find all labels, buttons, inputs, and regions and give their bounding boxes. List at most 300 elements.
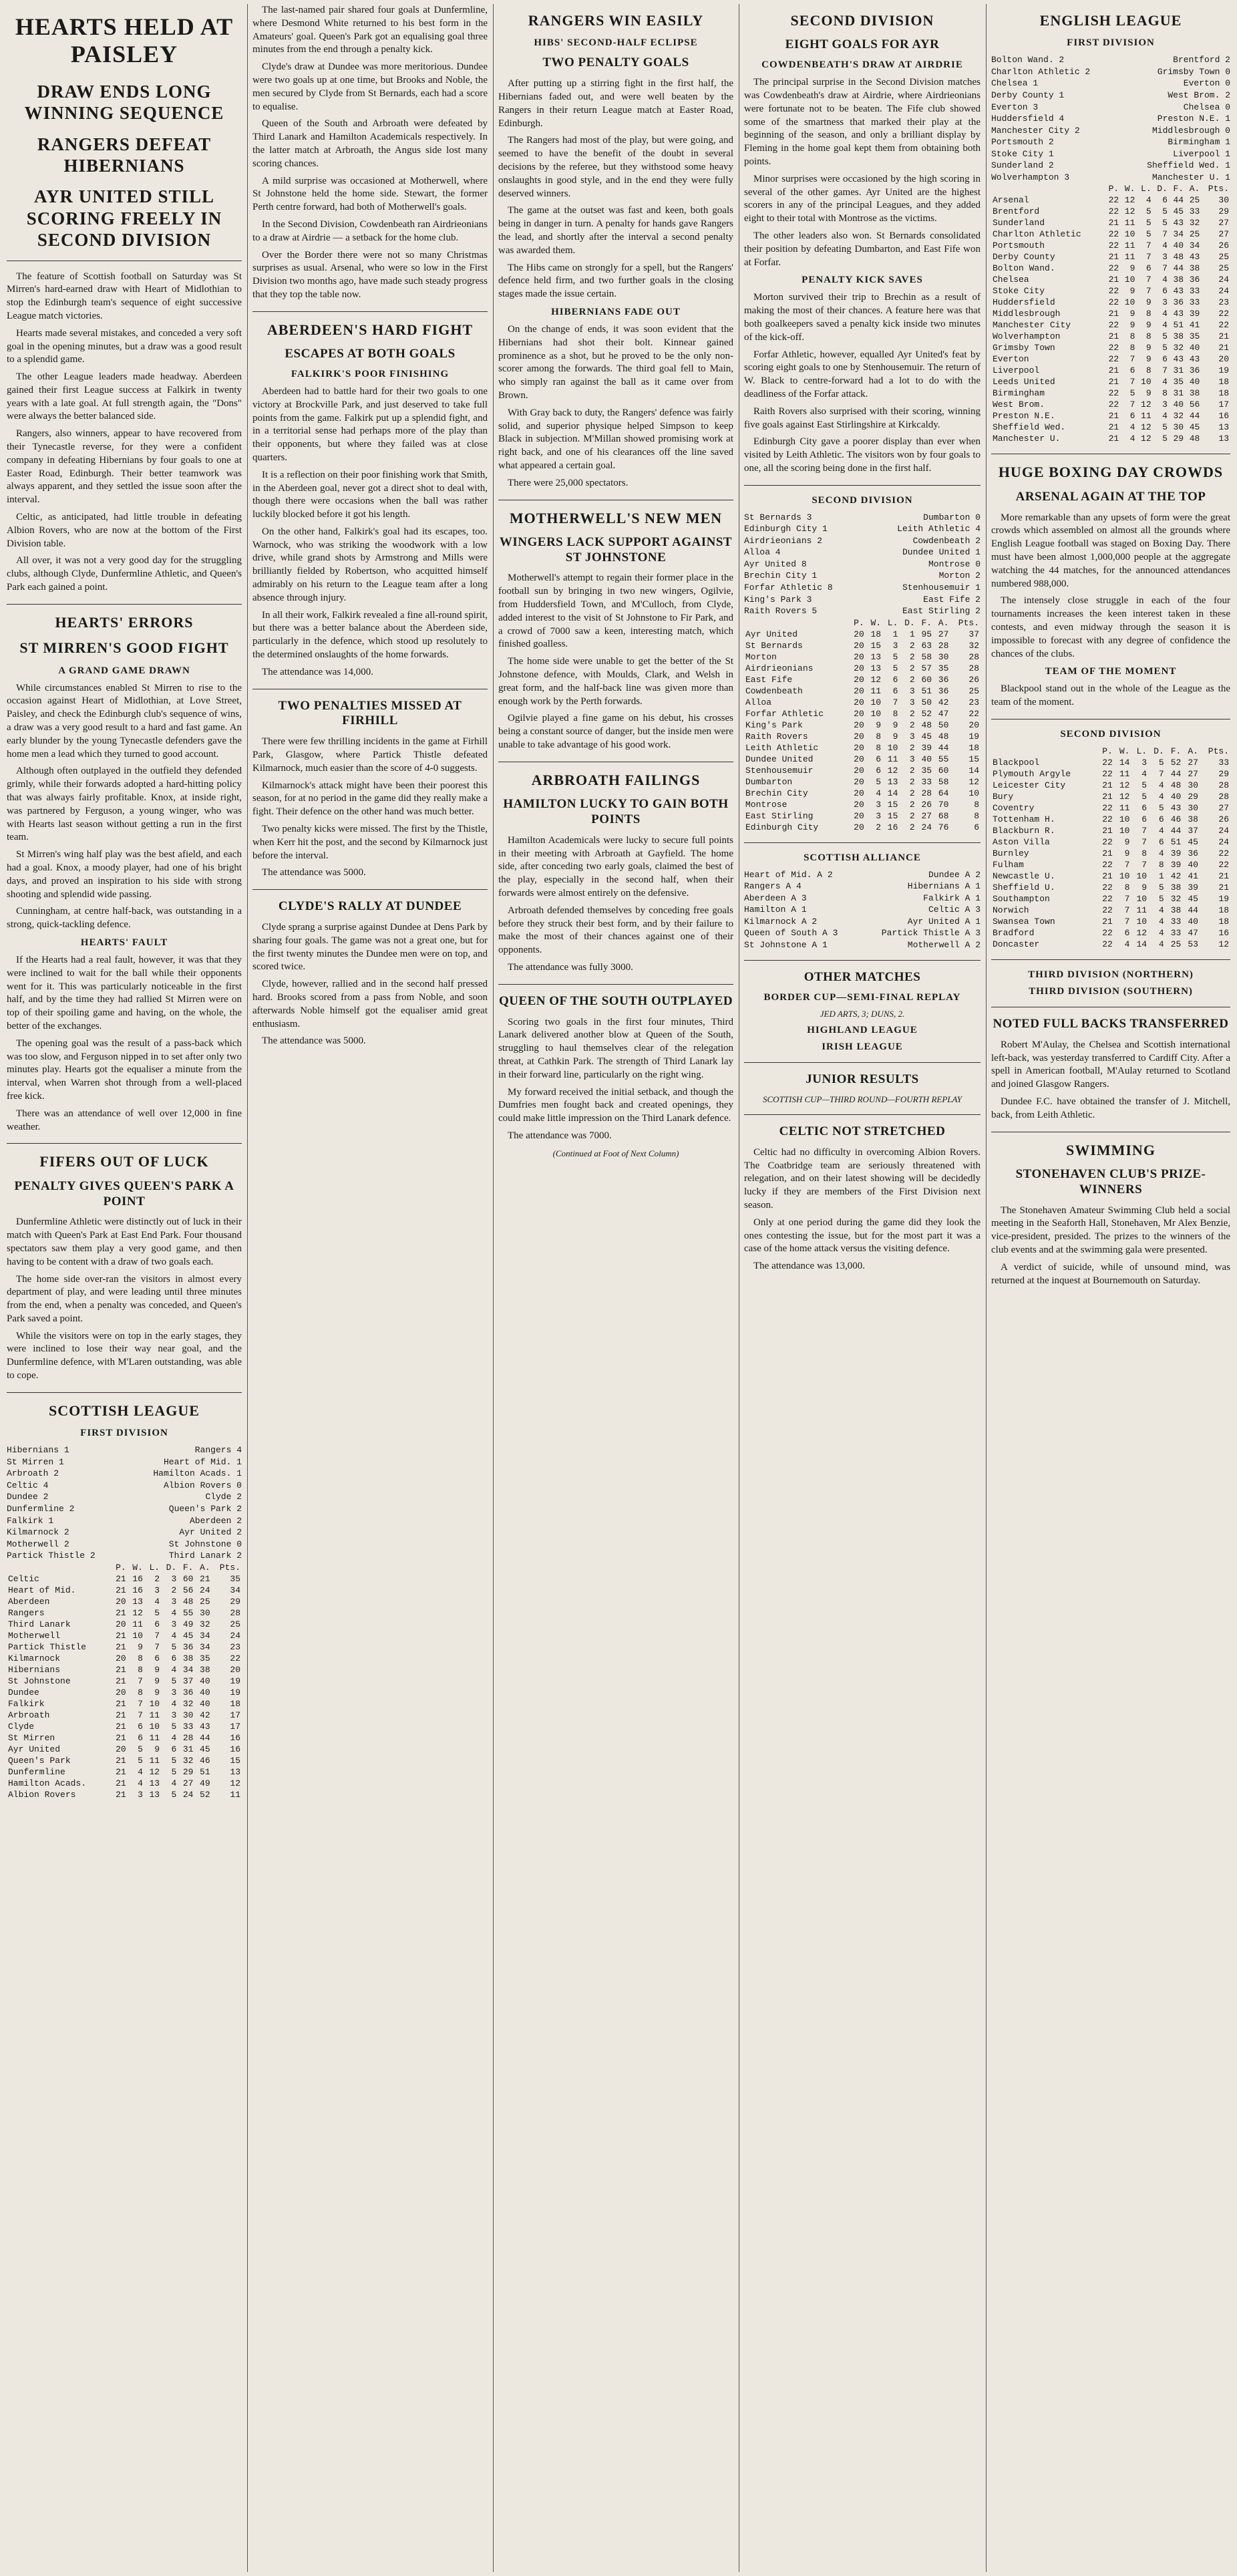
team-name: Kilmarnock: [8, 1653, 61, 1663]
team-name: Leeds United: [993, 377, 1055, 387]
table-cell: 20: [854, 765, 864, 776]
table-cell: 45: [1189, 422, 1200, 433]
table-cell: 38: [1173, 331, 1184, 342]
table-cell: 42: [938, 697, 949, 707]
table-cell: 36: [1188, 848, 1198, 858]
table-row: [991, 217, 1230, 228]
table-cell: 5: [1158, 757, 1164, 768]
result-away: Manchester U. 1: [1152, 172, 1230, 182]
table-cell: 44: [1173, 263, 1184, 274]
table-cell: 34: [1173, 229, 1184, 240]
team-name: West Brom.: [993, 399, 1045, 410]
team-name: Dunfermline: [8, 1766, 65, 1777]
table-cell: 21: [116, 1585, 126, 1595]
table-cell: 27: [1188, 757, 1198, 768]
subheading-hibs-fade: HIBERNIANS FADE OUT: [551, 306, 681, 317]
junior-note: SCOTTISH CUP—THIRD ROUND—FOURTH REPLAY: [763, 1094, 962, 1105]
table-cell: 21: [116, 1789, 126, 1800]
article-swimming: The Stonehaven Amateur Swimming Club held a social meeting in the Seaforth Hall, Stonehaven, Mr Alex Benzie, vice-president, presided. The prizes to the winners of the club events and at the swimming gala were presented. A verdict of suicide, while of unsound mind, was returned at the inquest at Bournemouth on Saturday.: [991, 1204, 1230, 1286]
table-cell: 5: [171, 1755, 177, 1766]
table-cell: 21: [1218, 343, 1229, 353]
column-header: A.: [1188, 746, 1198, 756]
results-list: [7, 1444, 242, 1561]
table-cell: 2: [909, 674, 915, 685]
team-name: Blackburn R.: [993, 825, 1055, 836]
table-row: [991, 399, 1230, 410]
table-cell: 48: [182, 1596, 194, 1607]
result-row: [7, 1468, 242, 1480]
table-row: [991, 387, 1230, 399]
column-header: W.: [1124, 184, 1135, 194]
table-cell: 27: [1218, 218, 1229, 228]
table-cell: 14: [1119, 757, 1130, 768]
table-cell: 29: [1218, 206, 1229, 217]
divider: [252, 311, 488, 312]
table-cell: 3: [892, 640, 898, 651]
team-name: Norwich: [993, 905, 1029, 915]
table-cell: 2: [909, 810, 915, 821]
table-cell: 15: [887, 799, 898, 810]
table-cell: 19: [1218, 893, 1229, 904]
team-name: Leith Athletic: [745, 742, 819, 753]
team-name: Middlesbrough: [993, 309, 1061, 319]
table-cell: 10: [149, 1698, 160, 1709]
table-cell: 21: [1102, 870, 1113, 881]
column-header: [991, 746, 1097, 757]
table-cell: 21: [116, 1630, 126, 1641]
table-cell: 37: [1188, 825, 1198, 836]
table-cell: 6: [1158, 836, 1164, 847]
table-cell: 3: [138, 1789, 143, 1800]
table-cell: 29: [1173, 434, 1184, 444]
team-name: Airdrieonians: [745, 663, 814, 673]
table-cell: 48: [1173, 252, 1184, 263]
table-cell: 18: [1218, 377, 1229, 387]
team-name: Burnley: [993, 848, 1029, 858]
result-home: Motherwell 2: [7, 1539, 69, 1549]
table-cell: 33: [1218, 757, 1229, 768]
table-row: [991, 285, 1230, 297]
table-row: [991, 263, 1230, 274]
table-cell: 35: [938, 663, 949, 673]
table-cell: 2: [909, 742, 915, 753]
table-cell: 63: [921, 640, 932, 651]
table-cell: 45: [200, 1744, 210, 1754]
table-cell: 5: [1162, 343, 1168, 353]
table-cell: 33: [182, 1721, 194, 1732]
table-cell: 51: [1173, 320, 1184, 331]
table-cell: 2: [909, 822, 915, 832]
table-cell: 12: [1124, 195, 1135, 206]
divider: [991, 959, 1230, 960]
table-cell: 9: [1145, 388, 1152, 399]
table-cell: 7: [1145, 252, 1152, 263]
team-name: Montrose: [745, 799, 787, 810]
team-name: Tottenham H.: [993, 814, 1055, 824]
table-cell: 13: [132, 1596, 143, 1607]
table-cell: 21: [1102, 780, 1113, 790]
table-cell: 21: [1102, 848, 1113, 858]
league-table: [744, 617, 981, 833]
team-name: Southampton: [993, 893, 1050, 904]
column-rule: [986, 4, 987, 2572]
table-cell: 13: [149, 1778, 160, 1788]
result-away: Sheffield Wed. 1: [1147, 160, 1230, 171]
result-away: Third Lanark 2: [168, 1551, 242, 1561]
heading-arbroath: ARBROATH FAILINGS: [531, 771, 701, 788]
table-cell: 18: [870, 629, 882, 639]
table-cell: 7: [1124, 859, 1130, 870]
result-row: [744, 893, 981, 905]
column-header: W.: [132, 1562, 143, 1573]
result-away: Brentford 2: [1173, 55, 1230, 65]
team-name: Grimsby Town: [993, 343, 1055, 353]
table-cell: 21: [1108, 275, 1119, 285]
heading-noted-backs: NOTED FULL BACKS TRANSFERRED: [993, 1016, 1229, 1031]
table-row: [7, 1675, 242, 1687]
result-row: [7, 1550, 242, 1562]
table-cell: 16: [1218, 927, 1229, 938]
article-hearts-errors: While circumstances enabled St Mirren to rise to the occasion against Heart of Midlothian, at Love Street, Paisley, and check the Edinburgh club's sequence of wins, a draw was a very good result to a hard and fast game. An early blunder by the young Tynecastle defenders gave the home men a lead which they turned to good account. Although often outplayed in the outfield they defended grimly, while their forwards adopted a hard-hitting policy that was always fairly profitable. Knox, at inside right, was partnered by Ferguson, a young winger, who was with Hearts last season without getting a run in the first team. St Mirren's wing half play was the best afield, and each had a goal. Knox, a moody player, had one of his bright days, and proved an inspiration to his side with strong shooting and splendid wide passing. Cunningham, at centre half-back, was outstanding in a strong, quick-tackling defence.: [7, 682, 242, 931]
table-cell: 9: [1145, 320, 1152, 331]
team-name: East Fife: [745, 674, 793, 685]
column-header: L.: [1136, 746, 1147, 756]
table-cell: 6: [1141, 802, 1147, 813]
table-cell: 21: [1108, 365, 1119, 376]
table-cell: 41: [1189, 320, 1200, 331]
article-celtic: Celtic had no difficulty in overcoming Albion Rovers. The Coatbridge team are seriously threatened with relegation, and on their latest showing will be decidedly lucky if they are members of the First Division next season. Only at one period during the game did they look the ones contesting the issue, but for the most part it was a case of the home attack versus the visiting defence. The attendance was 13,000.: [744, 1146, 981, 1272]
result-away: Clyde 2: [205, 1492, 242, 1502]
result-row: [7, 1503, 242, 1515]
heading-third-north: THIRD DIVISION (NORTHERN): [1028, 969, 1194, 980]
table-cell: 6: [892, 674, 898, 685]
team-name: Dundee: [8, 1687, 39, 1698]
column-header: Pts.: [1208, 746, 1229, 756]
table-cell: 5: [1162, 218, 1168, 228]
table-cell: 47: [938, 708, 949, 719]
table-cell: 21: [1108, 377, 1119, 387]
table-cell: 12: [1141, 422, 1152, 433]
table-cell: 10: [1141, 377, 1152, 387]
table-cell: 22: [1102, 882, 1113, 893]
table-row: [991, 927, 1230, 939]
heading-second-division: SECOND DIVISION: [790, 12, 934, 29]
team-name: Brentford: [993, 206, 1040, 217]
table-cell: 4: [1158, 916, 1164, 927]
table-cell: 7: [1141, 836, 1147, 847]
table-row: [991, 802, 1230, 814]
table-cell: 1: [909, 629, 915, 639]
team-name: Arbroath: [8, 1710, 50, 1720]
table-cell: 35: [200, 1653, 210, 1663]
table-cell: 6: [974, 822, 979, 832]
table-cell: 12: [968, 776, 979, 787]
table-cell: 6: [1129, 411, 1135, 422]
table-cell: 13: [230, 1766, 240, 1777]
table-cell: 5: [1162, 206, 1168, 217]
table-cell: 22: [1218, 309, 1229, 319]
result-home: Arbroath 2: [7, 1468, 59, 1479]
table-cell: 24: [1218, 825, 1229, 836]
table-cell: 7: [1162, 263, 1168, 274]
table-cell: 22: [1108, 263, 1119, 274]
article-clyde: Clyde sprang a surprise against Dundee at Dens Park by sharing four goals. The game was not a great one, but for the first twenty minutes the Dundee men were on top, and scored twice. Clyde, however, rallied and in the second half pressed hard. Brooks scored from a pass from Noble, and soon afterwards Noble himself got the equaliser amid great enthusiasm. The attendance was 5000.: [252, 922, 488, 1047]
result-away: Albion Rovers 0: [163, 1480, 242, 1490]
result-row: [744, 535, 981, 547]
table-cell: 17: [230, 1710, 240, 1720]
result-row: [744, 512, 981, 524]
team-name: Forfar Athletic: [745, 708, 824, 719]
result-away: Dundee United 1: [902, 547, 981, 558]
team-name: Plymouth Argyle: [993, 768, 1071, 779]
table-cell: 55: [938, 754, 949, 764]
team-name: Stenhousemuir: [745, 765, 814, 776]
table-cell: 28: [938, 640, 949, 651]
table-cell: 21: [116, 1721, 126, 1732]
table-cell: 9: [1129, 286, 1135, 297]
table-row: [744, 799, 981, 810]
table-cell: 7: [1129, 399, 1135, 410]
table-cell: 22: [1102, 893, 1113, 904]
table-cell: 35: [230, 1573, 240, 1584]
table-cell: 32: [1173, 411, 1184, 422]
table-cell: 13: [1218, 422, 1229, 433]
table-cell: 25: [968, 685, 979, 696]
table-cell: 1: [892, 629, 898, 639]
table-cell: 4: [1141, 768, 1147, 779]
table-cell: 3: [1162, 399, 1168, 410]
table-cell: 7: [154, 1630, 160, 1641]
table-cell: 22: [1108, 206, 1119, 217]
result-away: Motherwell A 2: [907, 939, 981, 950]
table-row: [744, 685, 981, 697]
table-cell: 21: [1108, 331, 1119, 342]
table-cell: 5: [876, 776, 882, 787]
table-cell: 5: [171, 1721, 177, 1732]
league-table: [991, 183, 1230, 444]
table-cell: 3: [171, 1687, 177, 1698]
table-cell: 35: [921, 765, 932, 776]
table-cell: 9: [892, 719, 898, 730]
table-cell: 21: [116, 1710, 126, 1720]
table-cell: 24: [921, 822, 932, 832]
table-cell: 7: [138, 1675, 143, 1686]
table-cell: 16: [132, 1585, 143, 1595]
team-name: Wolverhampton: [993, 331, 1061, 342]
table-cell: 24: [230, 1630, 240, 1641]
table-row: [744, 765, 981, 776]
table-cell: 20: [854, 685, 864, 696]
table-cell: 7: [1124, 893, 1130, 904]
table-row: [991, 206, 1230, 217]
table-cell: 3: [171, 1596, 177, 1607]
result-home: Dunfermline 2: [7, 1504, 75, 1514]
table-cell: 4: [1162, 320, 1168, 331]
table-cell: 42: [1170, 870, 1182, 881]
table-cell: 22: [1108, 240, 1119, 251]
table-cell: 6: [138, 1732, 143, 1743]
article-continued: The last-named pair shared four goals at Dunfermline, where Desmond White returned to his best form in the Amateurs' goal. Queen's Park got an equalising goal three minutes from the end through a penalty kick. Clyde's draw at Dundee was more meritorious. Dundee were two goals up at one time, but Brooks and Noble, the men secured by Clyde from St Bernards, each had a score to equalise. Queen of the South and Arbroath were defeated by Third Lanark and Hamilton Academicals respectively. In the latter match at Arbroath, the Angus side lost many scoring chances. A mild surprise was occasioned at Motherwell, where St Johnstone held the home side. Stewart, the former Perth centre forward, had both of Motherwell's goals. In the Second Division, Cowdenbeath ran Airdrieonians to a draw at Airdrie — a setback for the home club. Over the Border there were not so many Christmas surprises as usual. Arsenal, who were so low in the First Division two months ago, have made such steady progress that they top the table now.: [252, 5, 488, 300]
table-cell: 34: [1189, 240, 1200, 251]
column-header: Pts.: [1208, 184, 1229, 194]
result-row: [991, 148, 1230, 160]
table-row: [991, 814, 1230, 825]
result-row: [7, 1456, 242, 1468]
result-row: [991, 113, 1230, 125]
table-cell: 8: [1145, 309, 1152, 319]
table-cell: 22: [1102, 768, 1113, 779]
table-cell: 20: [116, 1687, 126, 1698]
table-cell: 20: [116, 1653, 126, 1663]
table-row: [991, 410, 1230, 422]
lead-article: The feature of Scottish football on Saturday was St Mirren's hard-earned draw with Heart of Midlothian to stop the Edinburgh team's sequence of eight successive League match victories. Hearts made several mistakes, and conceded a very soft goal in the opening minutes, but a draw was a good result to a splendid game. The other League leaders made headway. Aberdeen gained their first League success at Falkirk in twenty years with a late goal. At full strength again, the "Dons" were always the better balanced side. Rangers, also winners, appear to have recovered from their Tynecastle reverse, for they were a confident company in defeating Hibernians by four goals to one at Easter Road, Edinburgh. Their better teamwork was always apparent, and they settled the issue soon after the interval. Celtic, as anticipated, had little trouble in defeating Albion Rovers, who are now at the bottom of the First Division table. All over, it was not a very good day for the struggling clubs, although Clyde, Dunfermline Athletic, and Queen's Park each gained a point.: [7, 271, 242, 593]
table-cell: 2: [876, 822, 882, 832]
table-cell: 6: [1141, 814, 1147, 824]
table-cell: 20: [968, 719, 979, 730]
result-home: Charlton Athletic 2: [991, 66, 1091, 77]
table-cell: 5: [1158, 882, 1164, 893]
table-cell: 76: [938, 822, 949, 832]
table-cell: 21: [1218, 882, 1229, 893]
table-cell: 19: [230, 1687, 240, 1698]
table-cell: 25: [1218, 252, 1229, 263]
result-row: [744, 570, 981, 582]
table-row: [991, 308, 1230, 319]
table-row: [7, 1778, 242, 1789]
table-cell: 7: [1158, 768, 1164, 779]
table-cell: 34: [200, 1630, 210, 1641]
table-cell: 5: [171, 1766, 177, 1777]
table-cell: 4: [154, 1596, 160, 1607]
table-cell: 20: [854, 822, 864, 832]
table-cell: 27: [1188, 768, 1198, 779]
result-away: West Brom. 2: [1168, 90, 1230, 101]
table-cell: 5: [1162, 331, 1168, 342]
column-header: F.: [1173, 184, 1184, 194]
table-cell: 51: [1170, 836, 1182, 847]
result-row: [744, 582, 981, 594]
result-home: Rangers A 4: [744, 881, 802, 892]
result-home: Alloa 4: [744, 547, 781, 558]
table-cell: 15: [230, 1755, 240, 1766]
table-cell: 11: [132, 1619, 143, 1629]
table-cell: 28: [968, 663, 979, 673]
table-cell: 39: [1170, 848, 1182, 858]
main-headline: HEARTS HELD AT PAISLEY: [15, 13, 234, 68]
table-cell: 6: [138, 1721, 143, 1732]
table-cell: 10: [1136, 916, 1147, 927]
table-row: [7, 1653, 242, 1664]
table-cell: 60: [182, 1573, 194, 1584]
table-cell: 12: [887, 765, 898, 776]
table-row: [7, 1596, 242, 1607]
table-cell: 2: [909, 708, 915, 719]
table-cell: 36: [1189, 275, 1200, 285]
table-row: [7, 1630, 242, 1641]
team-name: Alloa: [745, 697, 772, 707]
table-cell: 4: [1158, 848, 1164, 858]
table-cell: 22: [1108, 286, 1119, 297]
heading-motherwell: MOTHERWELL'S NEW MEN: [509, 509, 723, 526]
table-cell: 39: [1189, 309, 1200, 319]
table-row: [744, 731, 981, 742]
column-3: [498, 4, 733, 2572]
result-row: [991, 172, 1230, 184]
column-header: A.: [938, 617, 949, 628]
result-away: St Johnstone 0: [168, 1539, 242, 1549]
column-1: [7, 4, 242, 2572]
headline-deck-2: RANGERS DEFEAT HIBERNIANS: [37, 134, 212, 176]
team-name: Charlton Athletic: [993, 229, 1081, 240]
table-cell: 16: [230, 1732, 240, 1743]
table-cell: 7: [1162, 365, 1168, 376]
table-cell: 13: [149, 1789, 160, 1800]
table-cell: 11: [1141, 411, 1152, 422]
table-cell: 20: [116, 1619, 126, 1629]
table-cell: 2: [909, 799, 915, 810]
table-cell: 23: [968, 697, 979, 707]
table-cell: 2: [909, 765, 915, 776]
table-cell: 9: [154, 1687, 160, 1698]
table-cell: 32: [1170, 893, 1182, 904]
table-header: [7, 1562, 242, 1573]
table-cell: 20: [854, 663, 864, 673]
table-cell: 21: [116, 1766, 126, 1777]
table-row: [991, 882, 1230, 893]
table-cell: 5: [171, 1789, 177, 1800]
column-header: L.: [887, 617, 898, 628]
result-away: Middlesbrough 0: [1152, 125, 1230, 136]
table-cell: 7: [1129, 354, 1135, 365]
table-cell: 8: [876, 731, 882, 742]
table-cell: 20: [854, 810, 864, 821]
table-cell: 12: [230, 1778, 240, 1788]
table-cell: 4: [1129, 434, 1135, 444]
table-cell: 11: [149, 1710, 160, 1720]
heading-sd-results: SECOND DIVISION: [812, 494, 913, 506]
table-cell: 36: [182, 1687, 194, 1698]
table-row: [7, 1789, 242, 1800]
heading-celtic: CELTIC NOT STRETCHED: [779, 1124, 946, 1139]
table-cell: 12: [1119, 791, 1130, 802]
table-cell: 7: [1145, 275, 1152, 285]
table-row: [7, 1585, 242, 1596]
divider: [744, 1114, 981, 1115]
table-cell: 4: [171, 1664, 177, 1675]
result-home: King's Park 3: [744, 594, 812, 605]
table-cell: 4: [876, 788, 882, 798]
column-header: D.: [166, 1562, 177, 1573]
table-cell: 43: [200, 1721, 210, 1732]
result-home: Hamilton A 1: [744, 905, 807, 915]
result-away: Celtic A 3: [928, 905, 981, 915]
result-row: [991, 125, 1230, 137]
table-cell: 4: [171, 1698, 177, 1709]
table-cell: 11: [1124, 218, 1135, 228]
table-cell: 4: [1158, 825, 1164, 836]
result-row: [7, 1480, 242, 1492]
article-noted-backs: Robert M'Aulay, the Chelsea and Scottish international left-back, was yesterday transferred to Cardiff City. After a spell in American football, M'Aulay returned to Scotland and joined Glasgow Rangers. Dundee F.C. have obtained the transfer of J. Mitchell, back, from Leith Athletic.: [991, 1039, 1230, 1120]
table-cell: 8: [138, 1664, 143, 1675]
table-cell: 3: [876, 810, 882, 821]
table-row: [991, 916, 1230, 927]
table-cell: 6: [154, 1619, 160, 1629]
table-cell: 4: [171, 1778, 177, 1788]
table-cell: 22: [1108, 343, 1119, 353]
result-home: Queen of South A 3: [744, 928, 838, 939]
table-cell: 38: [1170, 882, 1182, 893]
result-away: Montrose 0: [928, 558, 981, 569]
